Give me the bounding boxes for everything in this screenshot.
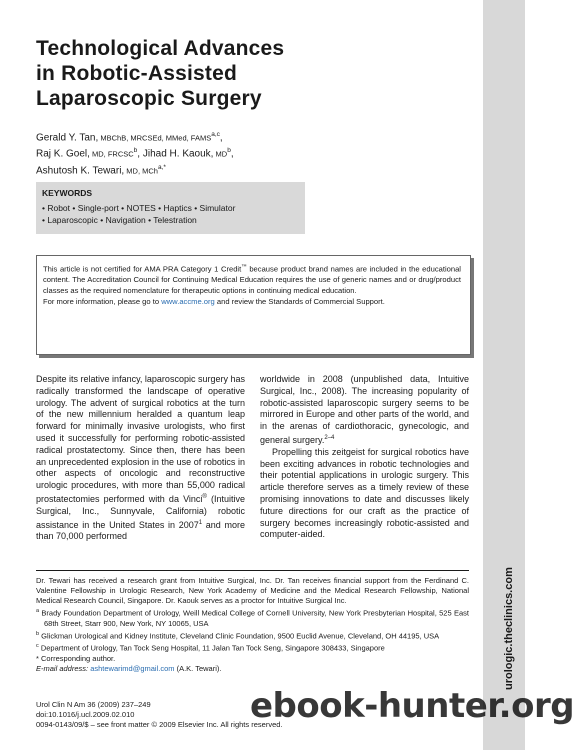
intro-paragraph-continued: worldwide in 2008 (unpublished data, Intuitive Surgical, Inc., 2008). The increasing popularity of robotic-assisted laparoscopic surgery seems to be mirrored in Europe and other parts of the world, and in the arenas of cardiothoracic, gynecologic, and general surgery.$^{2-4}$ — [260, 374, 469, 445]
second-paragraph: Propelling this zeitgeist for surgical robotics have been exciting advances in robotic technologies and their potential applications in urologic surgery. This article therefore serves as a timely review of these promising innovations to date and discusses likely future directions for our craft as the practice of surgery becomes increasingly robotic-assisted and computer-aided. — [260, 446, 469, 540]
doi[interactable]: doi:10.1016/j.ucl.2009.02.010 — [36, 710, 135, 719]
author-line-1: Gerald Y. Tan, MBChB, MRCSEd, MMed, FAMS$^{a,c}$, — [36, 131, 223, 144]
body-column-left — [36, 374, 245, 543]
affiliation-a: $^a$ Brady Foundation Department of Urology, Weill Medical College of Cornell University, New York Presbyterian Hospital, 525 East 68th Street, Starr 900, New York, NY 10065, USA — [36, 608, 469, 628]
watermark: ebook-hunter.org — [250, 686, 574, 726]
cme-notice-text: This article is not certified for AMA PRA Category 1 Credit™ because product brand names are included in the educational content. The Accreditation Council for Continuing Medical Education requires the use of generic names and or drug/product classes as the required nomenclature for therapeutic options in continuing medical education. For more information, please go to www.accme.org and review the Standards of Commercial Support. — [43, 264, 461, 306]
journal-url[interactable]: urologic.theclinics.com — [503, 567, 515, 690]
keywords-box — [36, 182, 305, 234]
affiliation-c: $^c$ Department of Urology, Tan Tock Seng Hospital, 11 Jalan Tan Tock Seng, Singapore 308433, Singapore — [36, 643, 385, 653]
affiliation-b: $^b$ Glickman Urological and Kidney Institute, Cleveland Clinic Foundation, 9500 Euclid Avenue, Cleveland, OH 44195, USA — [36, 630, 440, 640]
footnote-divider — [36, 570, 469, 571]
title-line-3: Laparoscopic Surgery — [36, 87, 262, 110]
title-line-2: in Robotic-Assisted — [36, 62, 237, 85]
author-kaouk: , Jihad H. Kaouk, — [137, 148, 214, 160]
author-line-3: Ashutosh K. Tewari, MD, MCh$^{a,*}$ — [36, 163, 166, 176]
keywords-line-1: • Robot • Single-port • NOTES • Haptics • Simulator — [42, 203, 236, 213]
intro-paragraph: Despite its relative infancy, laparoscopic surgery has radically transformed the landscape of operative urology. The advent of surgical robotics at the turn of the new millennium heralded a quantum leap forward for minimally invasive urologists, who first used it successfully for performing robotic-assisted radical prostatectomy. Since then, there has been an unprecedented explosion in the use of robotics in other aspects of oncologic and reconstructive urologic procedures, with more than 55,000 radical prostatectomies performed with da Vinci® (Intuitive Surgical, Inc., Sunnyvale, California) robotic assistance in the United States in 2007$^1$ and more than 70,000 performed — [36, 374, 245, 542]
keywords-line-2: • Laparoscopic • Navigation • Telestration — [42, 215, 197, 225]
copyright: 0094-0143/09/$ – see front matter © 2009 Elsevier Inc. All rights reserved. — [36, 720, 283, 729]
author-line-2: Raj K. Goel, MD, FRCSC$^b$, Jihad H. Kaouk, $MD^b$, — [36, 147, 234, 160]
accme-link[interactable]: www.accme.org — [161, 296, 215, 306]
disclosure-note: Dr. Tewari has received a research grant from Intuitive Surgical, Inc. Dr. Tan receives financial support from the Ferdinand C. Valentine Fellowship in Urologic Research, New York Academy of Medicine and the Medical Research Fellowship, National Medical Research Council, Singapore. Dr. Kaouk serves as a proctor for Intuitive Surgical Inc. — [36, 576, 469, 605]
body-column-right — [260, 374, 469, 541]
article-title — [36, 36, 456, 111]
author-tan: Gerald Y. Tan, — [36, 132, 99, 144]
footnotes — [36, 576, 469, 674]
journal-citation: Urol Clin N Am 36 (2009) 237–249 — [36, 700, 151, 709]
keywords-heading: KEYWORDS — [42, 188, 93, 198]
title-line-1: Technological Advances — [36, 37, 285, 60]
author-goel: Raj K. Goel, — [36, 148, 90, 160]
corresponding-author: * Corresponding author. — [36, 653, 116, 663]
email-link[interactable]: ashtewarimd@gmail.com — [90, 663, 175, 673]
cme-notice-box — [36, 255, 471, 355]
author-list — [36, 128, 456, 177]
email-line: E-mail address: ashtewarimd@gmail.com (A.K. Tewari). — [36, 663, 222, 673]
author-tewari: Ashutosh K. Tewari, — [36, 164, 125, 176]
